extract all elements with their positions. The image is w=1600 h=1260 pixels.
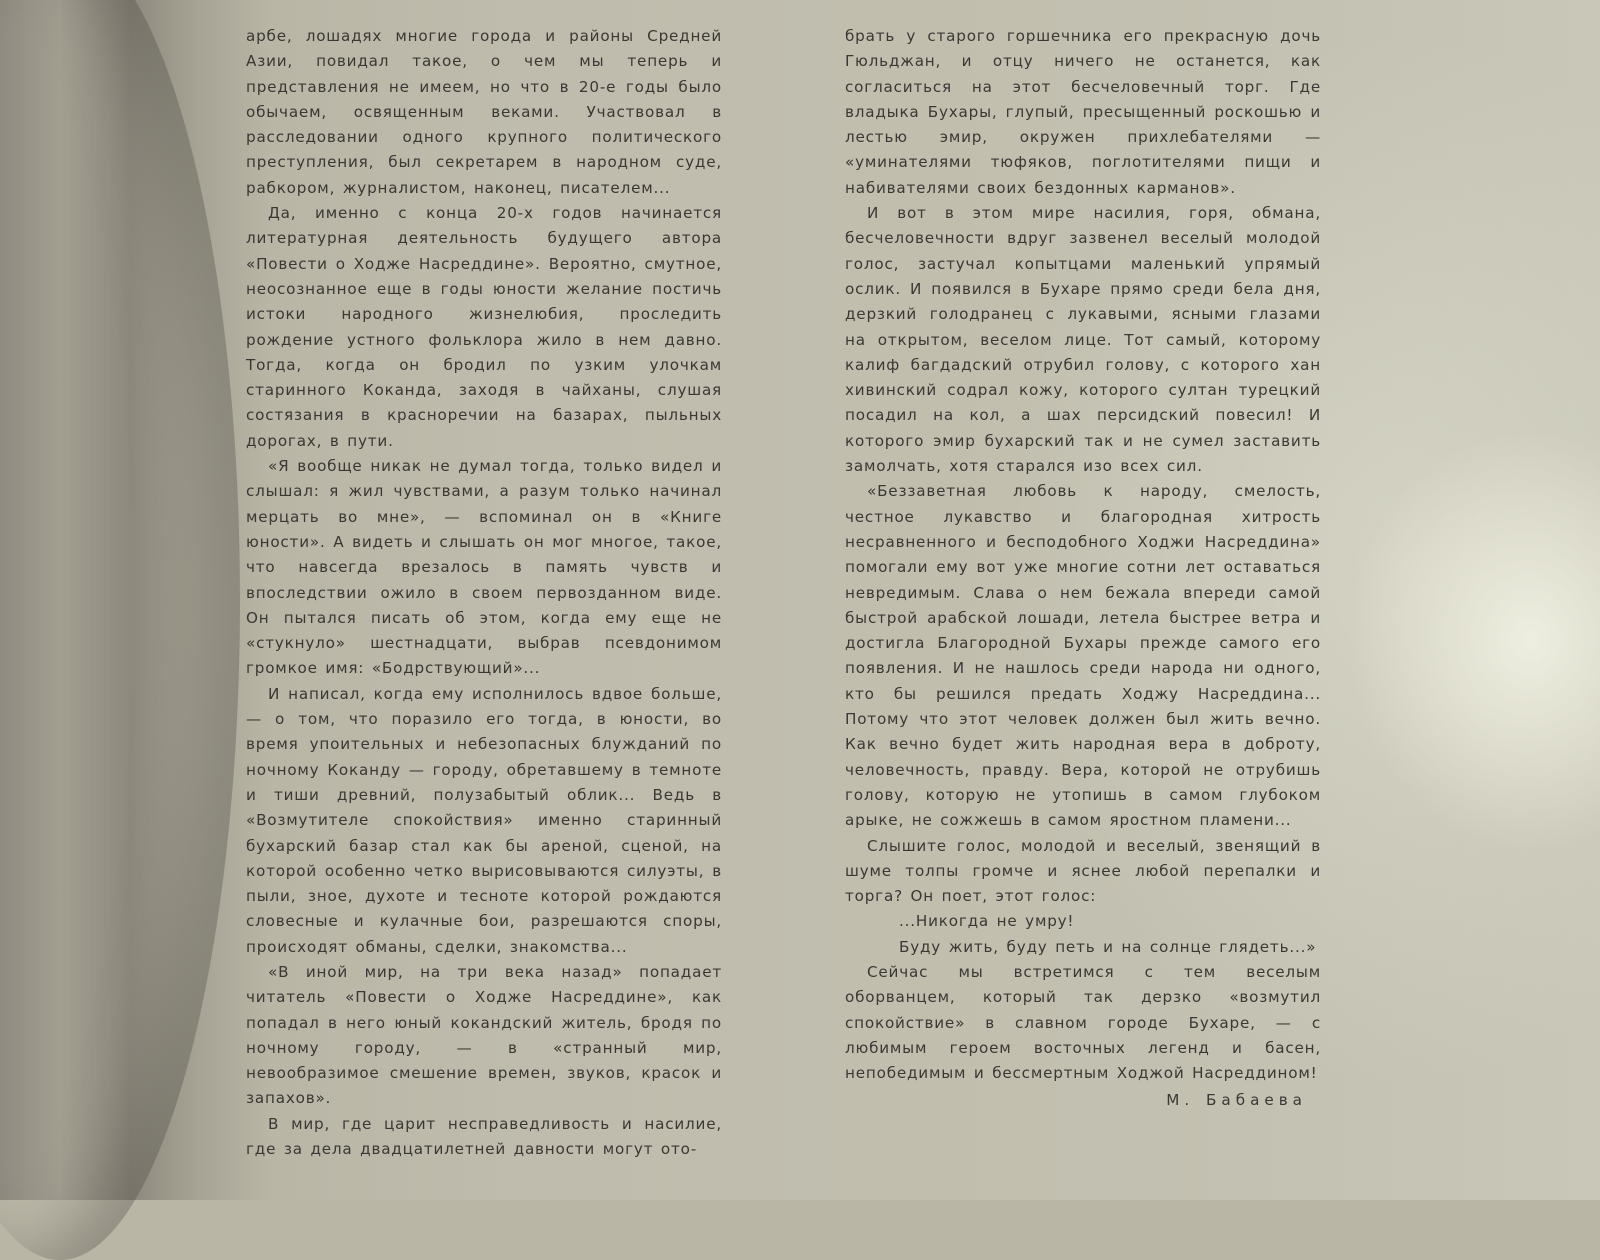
paragraph: В мир, где царит несправедливость и насилие, где за дела двадцатилетней давности могут ото-	[246, 1114, 722, 1159]
right-text-column	[845, 24, 1321, 1114]
paragraph: Да, именно с конца 20-х годов начинается литературная деятельность будущего автора «Повести о Ходже Насреддине». Вероятно, смутное, неосознанное еще в годы юности желание постичь истоки народного жизнелюбия, проследить рождение устного фольклора жило в нем давно. Тогда, когда он бродил по узким улочкам старинного Коканда, заходя в чайханы, слушая состязания в красноречии на базарах, пыльных дорогах, в пути.	[246, 204, 722, 450]
verse-line: Буду жить, буду петь и на солнце глядеть...»	[899, 937, 1317, 956]
paragraph: Слышите голос, молодой и веселый, звенящий в шуме толпы громче и яснее любой перепалки и торга? Он поет, этот голос:	[845, 836, 1321, 906]
paragraph: И вот в этом мире насилия, горя, обмана, бесчеловечности вдруг зазвенел веселый молодой голос, застучал копытцами маленький упрямый ослик. И появился в Бухаре прямо среди бела дня, дерзкий голодранец с лукавыми, ясными глазами на открытом, веселом лице. Тот самый, которому калиф багдадский отрубил голову, с которого хан хивинский содрал кожу, которого султан турецкий посадил на кол, а шах персидский повесил! И которого эмир бухарский так и не сумел заставить замолчать, хотя старался изо всех сил.	[845, 204, 1321, 476]
paragraph: «Я вообще никак не думал тогда, только видел и слышал: я жил чувствами, а разум только начинал мерцать во мне», — вспоминал он в «Книге юности». А видеть и слышать он мог многое, такое, что навсегда врезалось в память чувств и впоследствии ожило в своем первозданном виде. Он пытался писать об этом, когда ему еще не «стукнуло» шестнадцати, выбрав псевдонимом громкое имя: «Бодрствующий»...	[246, 457, 722, 678]
paragraph: «В иной мир, на три века назад» попадает читатель «Повести о Ходже Насреддине», как попадал в него юный кокандский житель, бродя по ночному городу, — в «странный мир, невообразимое смешение времен, звуков, красок и запахов».	[246, 962, 722, 1108]
verse-line: ...Никогда не умру!	[899, 912, 1075, 931]
closing-paragraph: Сейчас мы встретимся с тем веселым оборванцем, который так дерзко «возмутил спокойствие» в славном городе Бухаре, — с любимым героем восточных легенд и басен, непобедимым и бессмертным Ходжой Насреддином!	[845, 962, 1321, 1083]
paragraph: арбе, лошадях многие города и районы Средней Азии, повидал такое, о чем мы теперь и представления не имеем, но что в 20-е годы было обычаем, освященным веками. Участвовал в расследовании одного крупного политического преступления, был секретарем в народном суде, рабкором, журналистом, наконец, писателем...	[246, 27, 722, 197]
paragraph: брать у старого горшечника его прекрасную дочь Гюльджан, и отцу ничего не останется, как согласиться на этот бесчеловечный торг. Где владыка Бухары, глупый, пресыщенный роскошью и лестью эмир, окружен прихлебателями — «уминателями тюфяков, поглотителями пищи и набивателями своих бездонных карманов».	[845, 27, 1321, 197]
left-text-column	[246, 24, 722, 1162]
paragraph: «Беззаветная любовь к народу, смелость, честное лукавство и благородная хитрость несравненного и бесподобного Ходжи Насреддина» помогали ему вот уже многие сотни лет оставаться невредимым. Слава о нем бежала впереди самой быстрой арабской лошади, летела быстрее ветра и достигла Благородной Бухары прежде самого его появления. И не нашлось среди народа ни одного, кто бы решился предать Ходжу Насреддина... Потому что этот человек должен был жить вечно. Как вечно будет жить народная вера в доброту, человечность, правду. Вера, которой не отрубишь голову, которую не утопишь в самом глубоком арыке, не сожжешь в самом яростном пламени...	[845, 482, 1321, 830]
author-signature: М. Бабаева	[1166, 1091, 1307, 1110]
paragraph: И написал, когда ему исполнилось вдвое больше, — о том, что поразило его тогда, в юности, во время упоительных и небезопасных блужданий по ночному Коканду — городу, обретавшему в темноте и тиши древний, полузабытый облик... Ведь в «Возмутителе спокойствия» именно старинный бухарский базар стал как бы ареной, сценой, на которой особенно четко вырисовываются силуэты, в пыли, зное, духоте и тесноте которой рождаются словесные и кулачные бои, разрешаются споры, происходят обманы, сделки, знакомства...	[246, 684, 722, 956]
page-curl-shadow	[0, 0, 240, 1260]
